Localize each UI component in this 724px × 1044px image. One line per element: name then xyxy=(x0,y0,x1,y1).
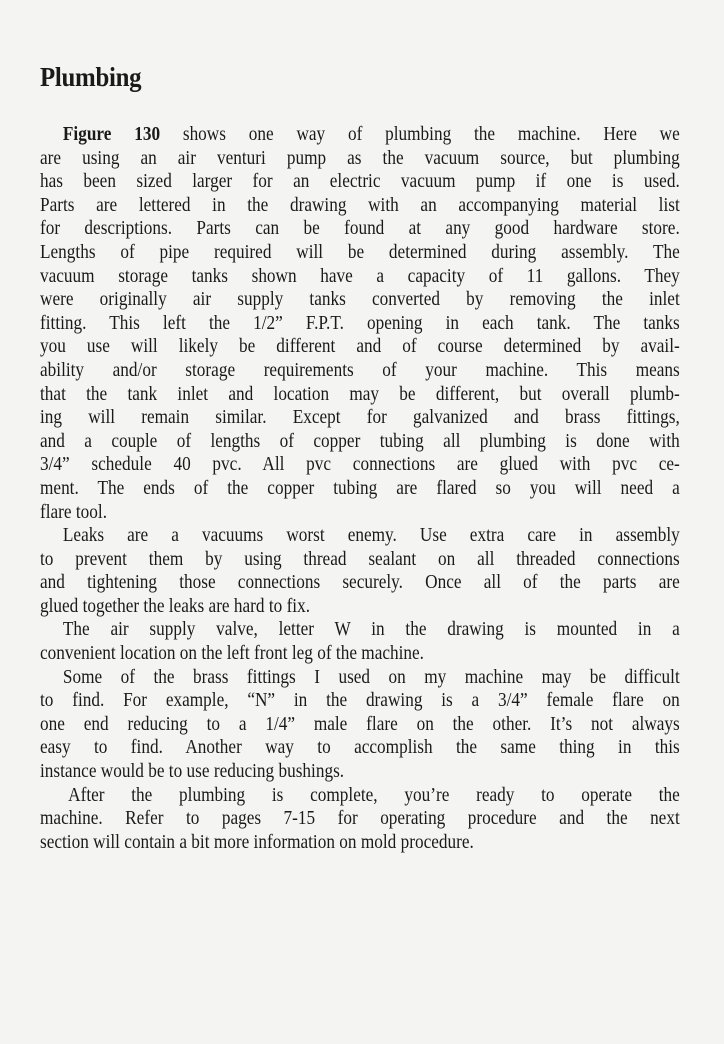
text-line: and tightening those connections securely. Once all of the parts are xyxy=(40,572,680,594)
text-line: The air supply valve, letter W in the drawing is mounted in a xyxy=(62,619,680,641)
text-line: Figure 130 shows one way of plumbing the machine. Here we xyxy=(62,124,680,145)
text-line: vacuum storage tanks shown have a capacity of 11 gallons. They xyxy=(40,265,680,287)
text-line: glued together the leaks are hard to fix. xyxy=(40,595,311,617)
body-text xyxy=(40,123,680,854)
text-line: ing will remain similar. Except for galvanized and brass fittings, xyxy=(40,407,680,429)
paragraph xyxy=(40,524,680,618)
text-line: that the tank inlet and location may be different, but overall plumb- xyxy=(40,383,680,405)
paragraph xyxy=(40,123,680,524)
text-line: to prevent them by using thread sealant on all threaded connections xyxy=(40,548,680,570)
section-heading: Plumbing xyxy=(40,62,142,92)
text-line: has been sized larger for an electric vacuum pump if one is used. xyxy=(40,171,680,193)
figure-reference: Figure 130 xyxy=(62,124,161,145)
text-line: Parts are lettered in the drawing with an accompanying material list xyxy=(40,194,680,216)
text-line: convenient location on the left front leg of the machine. xyxy=(40,643,424,665)
text-line: 3/4” schedule 40 pvc. All pvc connections are glued with pvc ce- xyxy=(40,454,680,476)
text-line: easy to find. Another way to accomplish the same thing in this xyxy=(40,737,680,759)
text-line: ment. The ends of the copper tubing are flared so you will need a xyxy=(40,477,680,499)
text-line: Leaks are a vacuums worst enemy. Use extra care in assembly xyxy=(62,525,680,547)
text-line: ability and/or storage requirements of your machine. This means xyxy=(40,359,680,381)
text-line: to find. For example, “N” in the drawing is a 3/4” female flare on xyxy=(40,690,680,712)
text-line: instance would be to use reducing bushings. xyxy=(40,761,345,783)
text-line: one end reducing to a 1/4” male flare on the other. It’s not always xyxy=(40,713,680,735)
text-line: and a couple of lengths of copper tubing all plumbing is done with xyxy=(40,430,680,452)
paragraph xyxy=(40,666,680,784)
text-line: you use will likely be different and of course determined by avail- xyxy=(40,336,680,358)
text-line: After the plumbing is complete, you’re ready to operate the xyxy=(68,784,680,806)
text-line: for descriptions. Parts can be found at any good hardware store. xyxy=(40,218,680,240)
text-line: Lengths of pipe required will be determined during assembly. The xyxy=(40,241,680,263)
text-line: machine. Refer to pages 7-15 for operating procedure and the next xyxy=(40,808,680,830)
text-line: were originally air supply tanks converted by removing the inlet xyxy=(40,289,680,311)
paragraph xyxy=(40,784,680,855)
text-line: fitting. This left the 1/2” F.P.T. opening in each tank. The tanks xyxy=(40,312,680,334)
paragraph xyxy=(40,618,680,665)
text-line: section will contain a bit more information on mold procedure. xyxy=(40,831,474,853)
text-line: are using an air venturi pump as the vacuum source, but plumbing xyxy=(40,147,680,169)
text-line: Some of the brass fittings I used on my machine may be difficult xyxy=(62,666,680,688)
text-line: flare tool. xyxy=(40,501,108,523)
